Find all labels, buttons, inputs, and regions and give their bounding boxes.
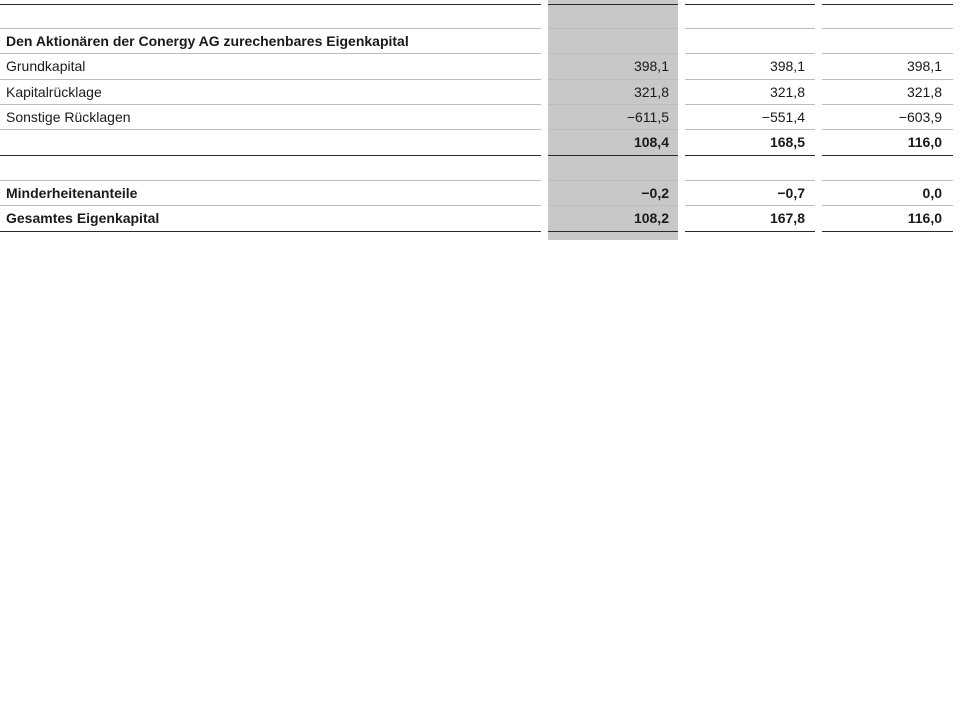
table-row [0,181,960,206]
row-label: Minderheitenanteile [6,185,138,201]
table-top-border [685,4,815,5]
table-row [0,54,960,79]
section-heading-row [0,29,960,54]
value-cell: 398,1 [633,58,669,74]
table-top-border [822,4,953,5]
row-label: Gesamtes Eigenkapital [6,210,160,226]
table-top-border [548,4,678,5]
value-cell: 398,1 [906,58,942,74]
equity-table [0,0,960,245]
section-heading: Den Aktionären der Conergy AG zurechenbares Eigenkapital [6,33,409,49]
subtotal-border [685,155,815,156]
value-cell: 0,0 [922,185,942,201]
value-cell: 398,1 [769,58,805,74]
value-cell: 168,5 [769,134,805,150]
value-cell: 108,4 [633,134,669,150]
total-row [0,206,960,231]
table-bottom-border [822,231,953,232]
row-label: Kapitalrücklage [6,84,102,100]
row-label [6,130,541,155]
value-cell: 321,8 [906,84,942,100]
value-cell: −551,4 [761,109,805,125]
value-cell: −603,9 [898,109,942,125]
table-row [0,80,960,105]
table-bottom-border [0,231,541,232]
value-cell: −0,2 [641,185,669,201]
row-label: Sonstige Rücklagen [6,109,131,125]
subtotal-row [0,130,960,155]
value-cell: 167,8 [769,210,805,226]
table-top-border [0,4,541,5]
row-label: Grundkapital [6,58,86,74]
value-cell: 116,0 [907,134,942,150]
subtotal-border [822,155,953,156]
value-cell: 321,8 [633,84,669,100]
subtotal-border [548,155,678,156]
value-cell: 321,8 [769,84,805,100]
value-cell: −611,5 [626,109,669,125]
table-bottom-border [685,231,815,232]
value-cell: 116,0 [907,210,942,226]
subtotal-border [0,155,541,156]
table-row [0,105,960,130]
table-bottom-border [548,231,678,232]
value-cell: 108,2 [633,210,669,226]
value-cell: −0,7 [777,185,805,201]
